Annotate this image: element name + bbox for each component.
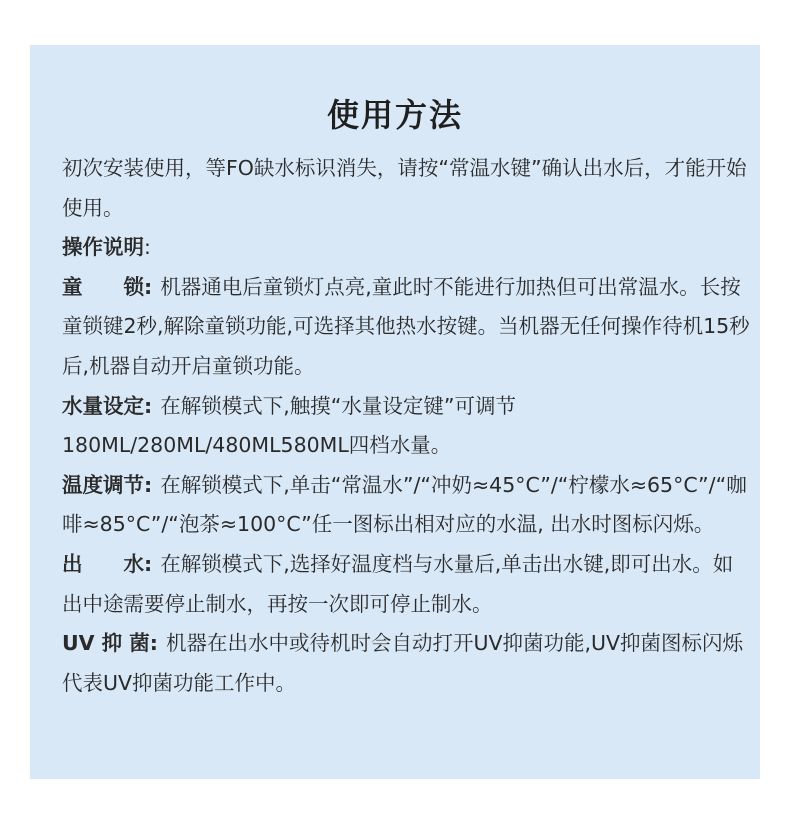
section-label: 童 锁: [62, 274, 153, 299]
operations-heading [62, 228, 752, 268]
operations-heading-colon: : [144, 235, 151, 260]
section-label: UV 抑 菌: [62, 631, 158, 656]
instructions-body [62, 149, 752, 703]
section-text: 机器通电后童锁灯点亮,童此时不能进行加热但可出常温水。长按童锁键2秒,解除童锁功能,可选择其他热水按键。当机器无任何操作待机15秒后,机器自动开启童锁功能。 [62, 274, 750, 378]
section-text: 在解锁模式下,选择好温度档与水量后,单击出水键,即可出水。如出中途需要停止制水，再按一次即可停止制水。 [62, 551, 734, 616]
section-text: 在解锁模式下,单击“常温水”/“冲奶≈45°C”/“柠檬水≈65°C”/“咖啡≈85°C”/“泡茶≈100°C”任一图标出相对应的水温, 出水时图标闪烁。 [62, 472, 747, 537]
section-temperature [62, 466, 752, 545]
intro-paragraph: 初次安装使用，等FO缺水标识消失，请按“常温水键”确认出水后，才能开始使用。 [62, 156, 747, 220]
section-uv-sterilization [62, 624, 752, 703]
section-water-output [62, 545, 752, 624]
operations-heading-text: 操作说明 [62, 235, 144, 260]
section-text: 在解锁模式下,触摸“水量设定键”可调节180ML/280ML/480ML580ML四档水量。 [62, 393, 516, 458]
section-label: 水量设定: [62, 393, 153, 418]
section-child-lock [62, 268, 752, 387]
section-text: 机器在出水中或待机时会自动打开UV抑菌功能,UV抑菌图标闪烁代表UV抑菌功能工作中。 [62, 631, 744, 695]
section-label: 出 水: [62, 551, 153, 576]
section-water-volume [62, 387, 752, 466]
page-title: 使用方法 [326, 96, 463, 134]
instructions-panel [30, 45, 760, 779]
section-label: 温度调节: [62, 472, 153, 497]
